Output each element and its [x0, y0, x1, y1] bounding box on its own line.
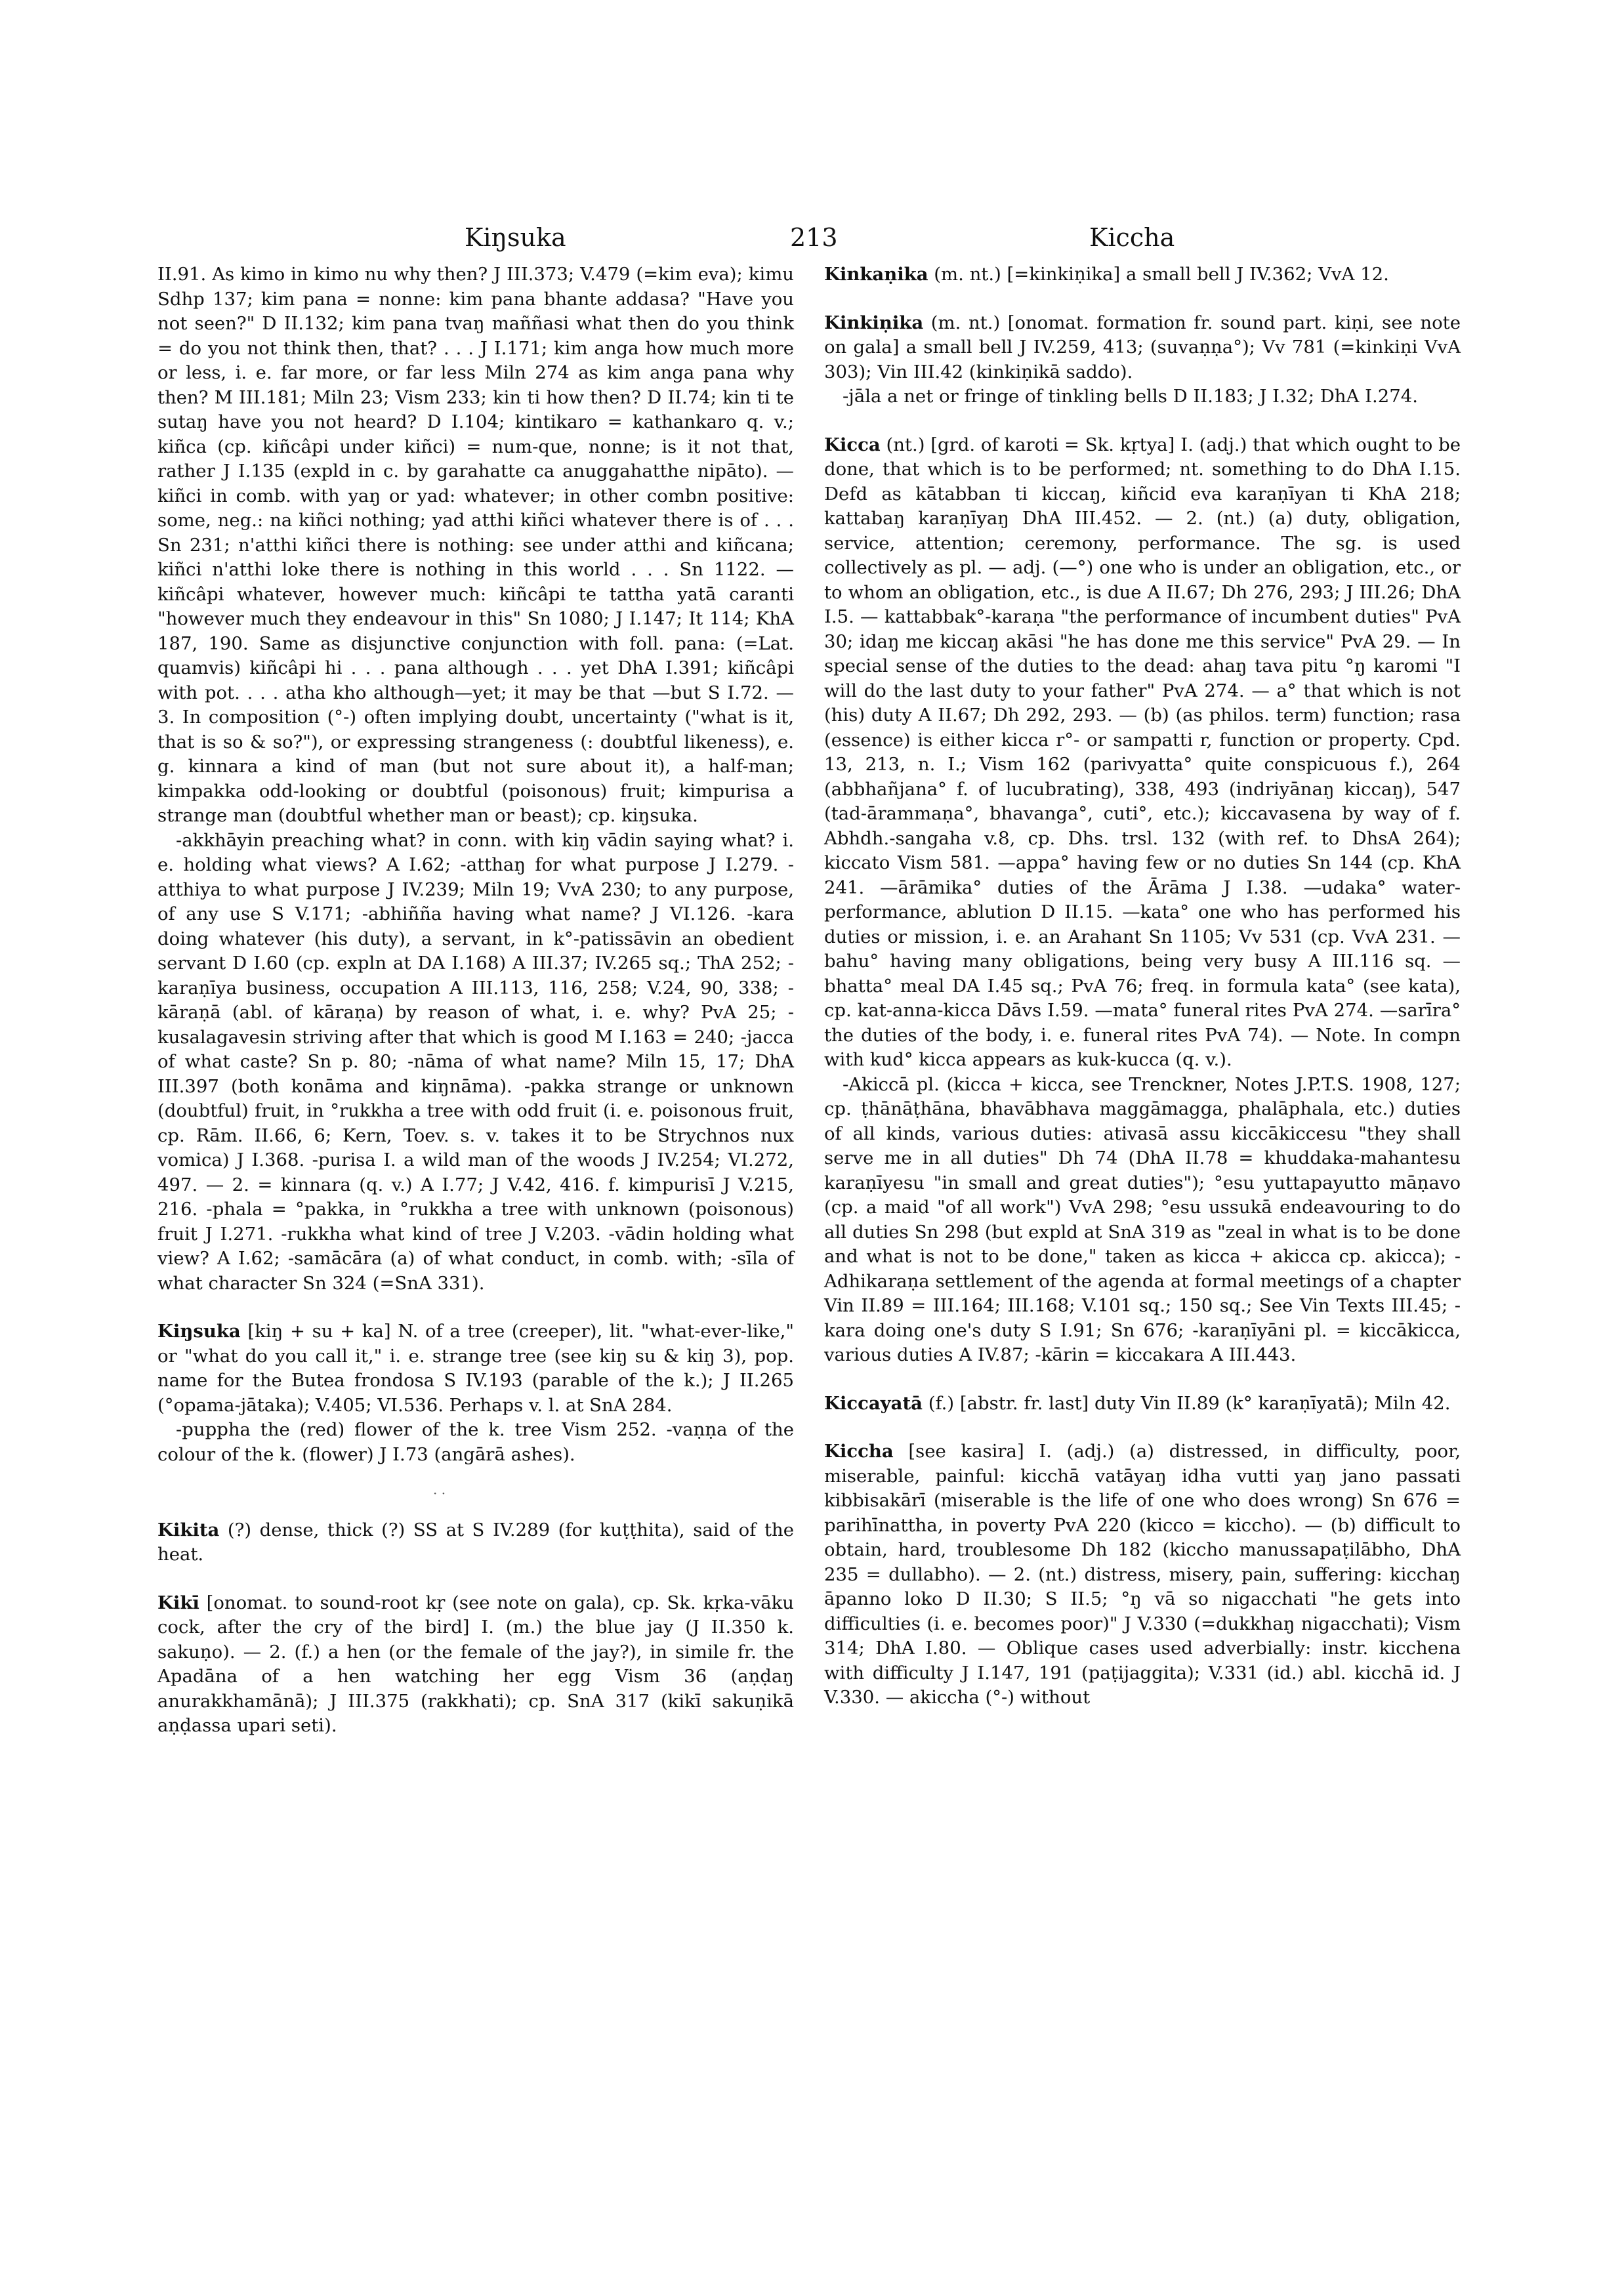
entry-kicca — [824, 433, 1461, 1368]
entry-kinkinika-compounds: -jāla a net or fringe of tinkling bells D II.183; J I.32; DhA I.274. — [843, 386, 1418, 407]
definition: [kiŋ + su + ka] N. of a tree (creeper), lit. "what-ever-like," or "what do you call it," i. e. strange tree (see kiŋ su & kiŋ 3), pop. name for the Butea frondosa S IV.193 (parable of the k.); J II.265 (°opama-jātaka); V.405; VI.536. Perhaps v. l. at SnA 284. — [157, 1321, 794, 1416]
entry-kinsuka — [157, 1319, 794, 1467]
definition: [see kasira] I. (adj.) (a) distressed, in difficulty, poor, miserable, painful: kicchā vatāyaŋ idha vutti yaŋ jano passati kibbisakārī (miserable is the life of one who does wrong) Sn 676 = parihīnattha, in poverty PvA 220 (kicco = kiccho). — (b) difficult to obtain, hard, troublesome Dh 182 (kiccho manussapaṭilābho, DhA 235 = dullabho). — 2. (nt.) distress, misery, pain, suffering: kicchaŋ āpanno loko D II.30; S II.5; °ŋ vā so nigacchati "he gets into difficulties (i. e. becomes poor)" J V.330 (=dukkhaŋ nigacchati); Vism 314; DhA I.80. — Oblique cases used adverbially: instr. kicchena with difficulty J I.147, 191 (paṭijaggita); V.331 (id.) abl. kicchā id. J V.330. — akiccha (°-) without — [824, 1441, 1461, 1708]
headword: Kiŋsuka — [157, 1321, 241, 1342]
headword: Kikita — [157, 1519, 220, 1540]
entry-kim-compounds: -akkhāyin preaching what? in conn. with kiŋ vādin saying what? i. e. holding what views? A I.62; -atthaŋ for what purpose J I.279. -atthiya to what purpose J IV.239; Miln 19; VvA 230; to any purpose, of any use S V.171; -abhiñña having what name? J VI.126. -kara doing whatever (his duty), a servant, in k°-patissāvin an obedient servant D I.60 (cp. expln at DA I.168) A III.37; IV.265 sq.; ThA 252; -karaṇīya business, occupation A III.113, 116, 258; V.24, 90, 338; -kāraṇā (abl. of kāraṇa) by reason of what, i. e. why? PvA 25; -kusalagavesin striving after that which is good M I.163 = 240; -jacca of what caste? Sn p. 80; -nāma of what name? Miln 15, 17; DhA III.397 (both konāma and kiŋnāma). -pakka strange or unknown (doubtful) fruit, in °rukkha a tree with odd fruit (i. e. poisonous fruit, cp. Rām. II.66, 6; Kern, Toev. s. v. takes it to be Strychnos nux vomica) J I.368. -purisa I. a wild man of the woods J IV.254; VI.272, 497. — 2. = kinnara (q. v.) A I.77; J V.42, 416. f. kimpurisī J V.215, 216. -phala = °pakka, in °rukkha a tree with unknown (poisonous) fruit J I.271. -rukkha what kind of tree J V.203. -vādin holding what view? A I.62; -samācāra (a) of what conduct, in comb. with; -sīla of what character Sn 324 (=SnA 331). — [157, 829, 794, 1294]
definition: (f.) [abstr. fr. last] duty Vin II.89 (k° karaṇīyatā); Miln 42. — [928, 1392, 1451, 1414]
entry-kinsuka-compounds: -puppha the (red) flower of the k. tree Vism 252. -vaṇṇa of the colour of the k. (flower) J I.73 (angārā ashes). — [157, 1419, 794, 1465]
right-column — [824, 262, 1461, 1725]
headword: Kiccha — [824, 1441, 894, 1462]
headword: Kikī — [157, 1592, 199, 1613]
running-head-right: Kiccha — [1089, 223, 1175, 252]
left-column — [157, 262, 794, 1753]
entry-kicca-compounds: -Akiccā pl. (kicca + kicca, see Trenckner, Notes J.P.T.S. 1908, 127; cp. ṭhānāṭhāna, bhavābhava maggāmagga, phalāphala, etc.) duties of all kinds, various duties: ativasā assu kiccākiccesu "they shall serve me in all duties" Dh 74 (DhA II.78 = khuddaka-mahantesu karaṇīyesu "in small and great duties"); °esu yuttapayutto māṇavo (cp. a maid "of all work") VvA 298; °esu ussukā endeavouring to do all duties Sn 298 (but expld at SnA 319 as "zeal in what is to be done and what is not to be done," taken as kicca + akicca cp. akicca); -Adhikaraṇa settlement of the agenda at formal meetings of a chapter Vin II.89 = III.164; III.168; V.101 sq.; 150 sq.; See Vin Texts III.45; -kara doing one's duty S I.91; Sn 676; -karaṇīyāni pl. = kiccākicca, various duties A IV.87; -kārin = kiccakara A III.443. — [824, 1073, 1461, 1365]
headword: Kinkaṇika — [824, 264, 928, 285]
definition: (m. nt.) [=kinkiṇika] a small bell J IV.362; VvA 12. — [934, 264, 1389, 285]
entry-kiccha — [824, 1439, 1461, 1710]
entry-kinkinika — [824, 311, 1461, 409]
headword: Kinkiṇika — [824, 312, 924, 333]
entry-kim-continuation: II.91. As kimo in kimo nu why then? J III.373; V.479 (=kim eva); kimu Sdhp 137; kim pana = nonne: kim pana bhante addasa? "Have you not seen?" D II.132; kim pana tvaŋ maññasi what then do you think = do you not think then, that? . . . J I.171; kim anga how much more or less, i. e. far more, or far less Miln 274 as kim anga pana why then? M III.181; Miln 23; Vism 233; kin ti how then? D II.74; kin ti te sutaŋ have you not heard? D I.104; kintikaro = kathankaro q. v.; kiñca (cp. kiñcâpi under kiñci) = num-que, nonne; is it not that, rather J I.135 (expld in c. by garahatte ca anuggahatthe nipāto). — kiñci in comb. with yaŋ or yad: whatever; in other combn positive: some, neg.: na kiñci nothing; yad atthi kiñci whatever there is of . . . Sn 231; n'atthi kiñci there is nothing: see under atthi and kiñcana; kiñci n'atthi loke there is nothing in this world . . . Sn 1122. — kiñcâpi whatever, however much: kiñcâpi te tattha yatā caranti "however much they endeavour in this" Sn 1080; J I.147; It 114; KhA 187, 190. Same as disjunctive conjunction with foll. pana: (=Lat. quamvis) kiñcâpi hi . . . pana although . . . yet DhA I.391; kiñcâpi with pot. . . . atha kho although—yet; it may be that —but S I.72. — 3. In composition (°-) often implying doubt, uncertainty ("what is it, that is so & so?"), or expressing strangeness (: doubtful likeness), e. g. kinnara a kind of man (but not sure about it), a half-man; kimpakka odd-looking or doubtful (poisonous) fruit; kimpurisa a strange man (doubtful whether man or beast); cp. kiŋsuka. — [157, 264, 794, 826]
entry-kikita — [157, 1518, 794, 1567]
headword: Kicca — [824, 434, 881, 455]
definition: (nt.) [grd. of karoti = Sk. kṛtya] I. (adj.) that which ought to be done, that which is to be performed; nt. something to do DhA I.15. Defd as kātabban ti kiccaŋ, kiñcid eva karaṇīyan ti KhA 218; kattabaŋ karaṇīyaŋ DhA III.452. — 2. (nt.) (a) duty, obligation, service, attention; ceremony, performance. The sg. is used collectively as pl. — adj. (—°) one who is under an obligation, etc., or to whom an obligation, etc., is due A II.67; Dh 276, 293; J III.26; DhA I.5. — kattabbak°-karaṇa "the performance of incumbent duties" PvA 30; idaŋ me kiccaŋ akāsi "he has done me this service" PvA 29. — In special sense of the duties to the dead: ahaŋ tava pitu °ŋ karomi "I will do the last duty to your father" PvA 274. — a° that which is not (his) duty A II.67; Dh 292, 293. — (b) (as philos. term) function; rasa (essence) is either kicca r°- or sampatti r, function or property. Cpd. 13, 213, n. I.; Vism 162 (parivyatta° quite conspicuous f.), 264 (abbhañjana° f. of lucubrating), 338, 493 (indriyānaŋ kiccaŋ), 547 (tad-ārammaṇa°, bhavanga°, cuti°, etc.); kiccavasena by way of f. Abhdh.-sangaha v.8, cp. Dhs. trsl. 132 (with ref. to DhsA 264); kiccato Vism 581. —appa° having few or no duties Sn 144 (cp. KhA 241. —ārāmika° duties of the Ārāma J I.38. —udaka° water-performance, ablution D II.15. —kata° one who has performed his duties or mission, i. e. an Arahant Sn 1105; Vv 531 (cp. VvA 231. —bahu° having many obligations, being very busy A III.116 sq. —bhatta° meal DA I.45 sq.; PvA 76; freq. in formula kata° (see kata), cp. kat-anna-kicca Dāvs I.59. —mata° funeral rites PvA 274. —sarīra° the duties of the body, i. e. funeral rites PvA 74). — Note. In compn with kud° kicca appears as kuk-kucca (q. v.). — [824, 434, 1461, 1070]
page-number: 213 — [790, 223, 838, 252]
definition: (m. nt.) [onomat. formation fr. sound part. kiṇi, see note on gala] a small bell J IV.259, 413; (suvaṇṇa°); Vv 781 (=kinkiṇi VvA 303); Vin III.42 (kinkiṇikā saddo). — [824, 312, 1461, 382]
definition: [onomat. to sound-root kṛ (see note on gala), cp. Sk. kṛka-vāku cock, after the cry of the bird] I. (m.) the blue jay (J II.350 k. sakuṇo). — 2. (f.) a hen (or the female of the jay?), in simile fr. the Apadāna of a hen watching her egg Vism 36 (aṇḍaŋ anurakkhamānā); J III.375 (rakkhati); cp. SnA 317 (kikī sakuṇikā aṇḍassa upari seti). — [157, 1592, 794, 1736]
entry-kiki — [157, 1591, 794, 1739]
headword: Kiccayatā — [824, 1392, 923, 1414]
entry-kiccayata — [824, 1392, 1461, 1416]
running-head-left: Kiŋsuka — [465, 223, 566, 252]
entry-kinkanika — [824, 262, 1461, 287]
printer-mark: · · — [433, 1485, 446, 1501]
definition: (?) dense, thick (?) SS at S IV.289 (for kuṭṭhita), said of the heat. — [157, 1519, 794, 1565]
